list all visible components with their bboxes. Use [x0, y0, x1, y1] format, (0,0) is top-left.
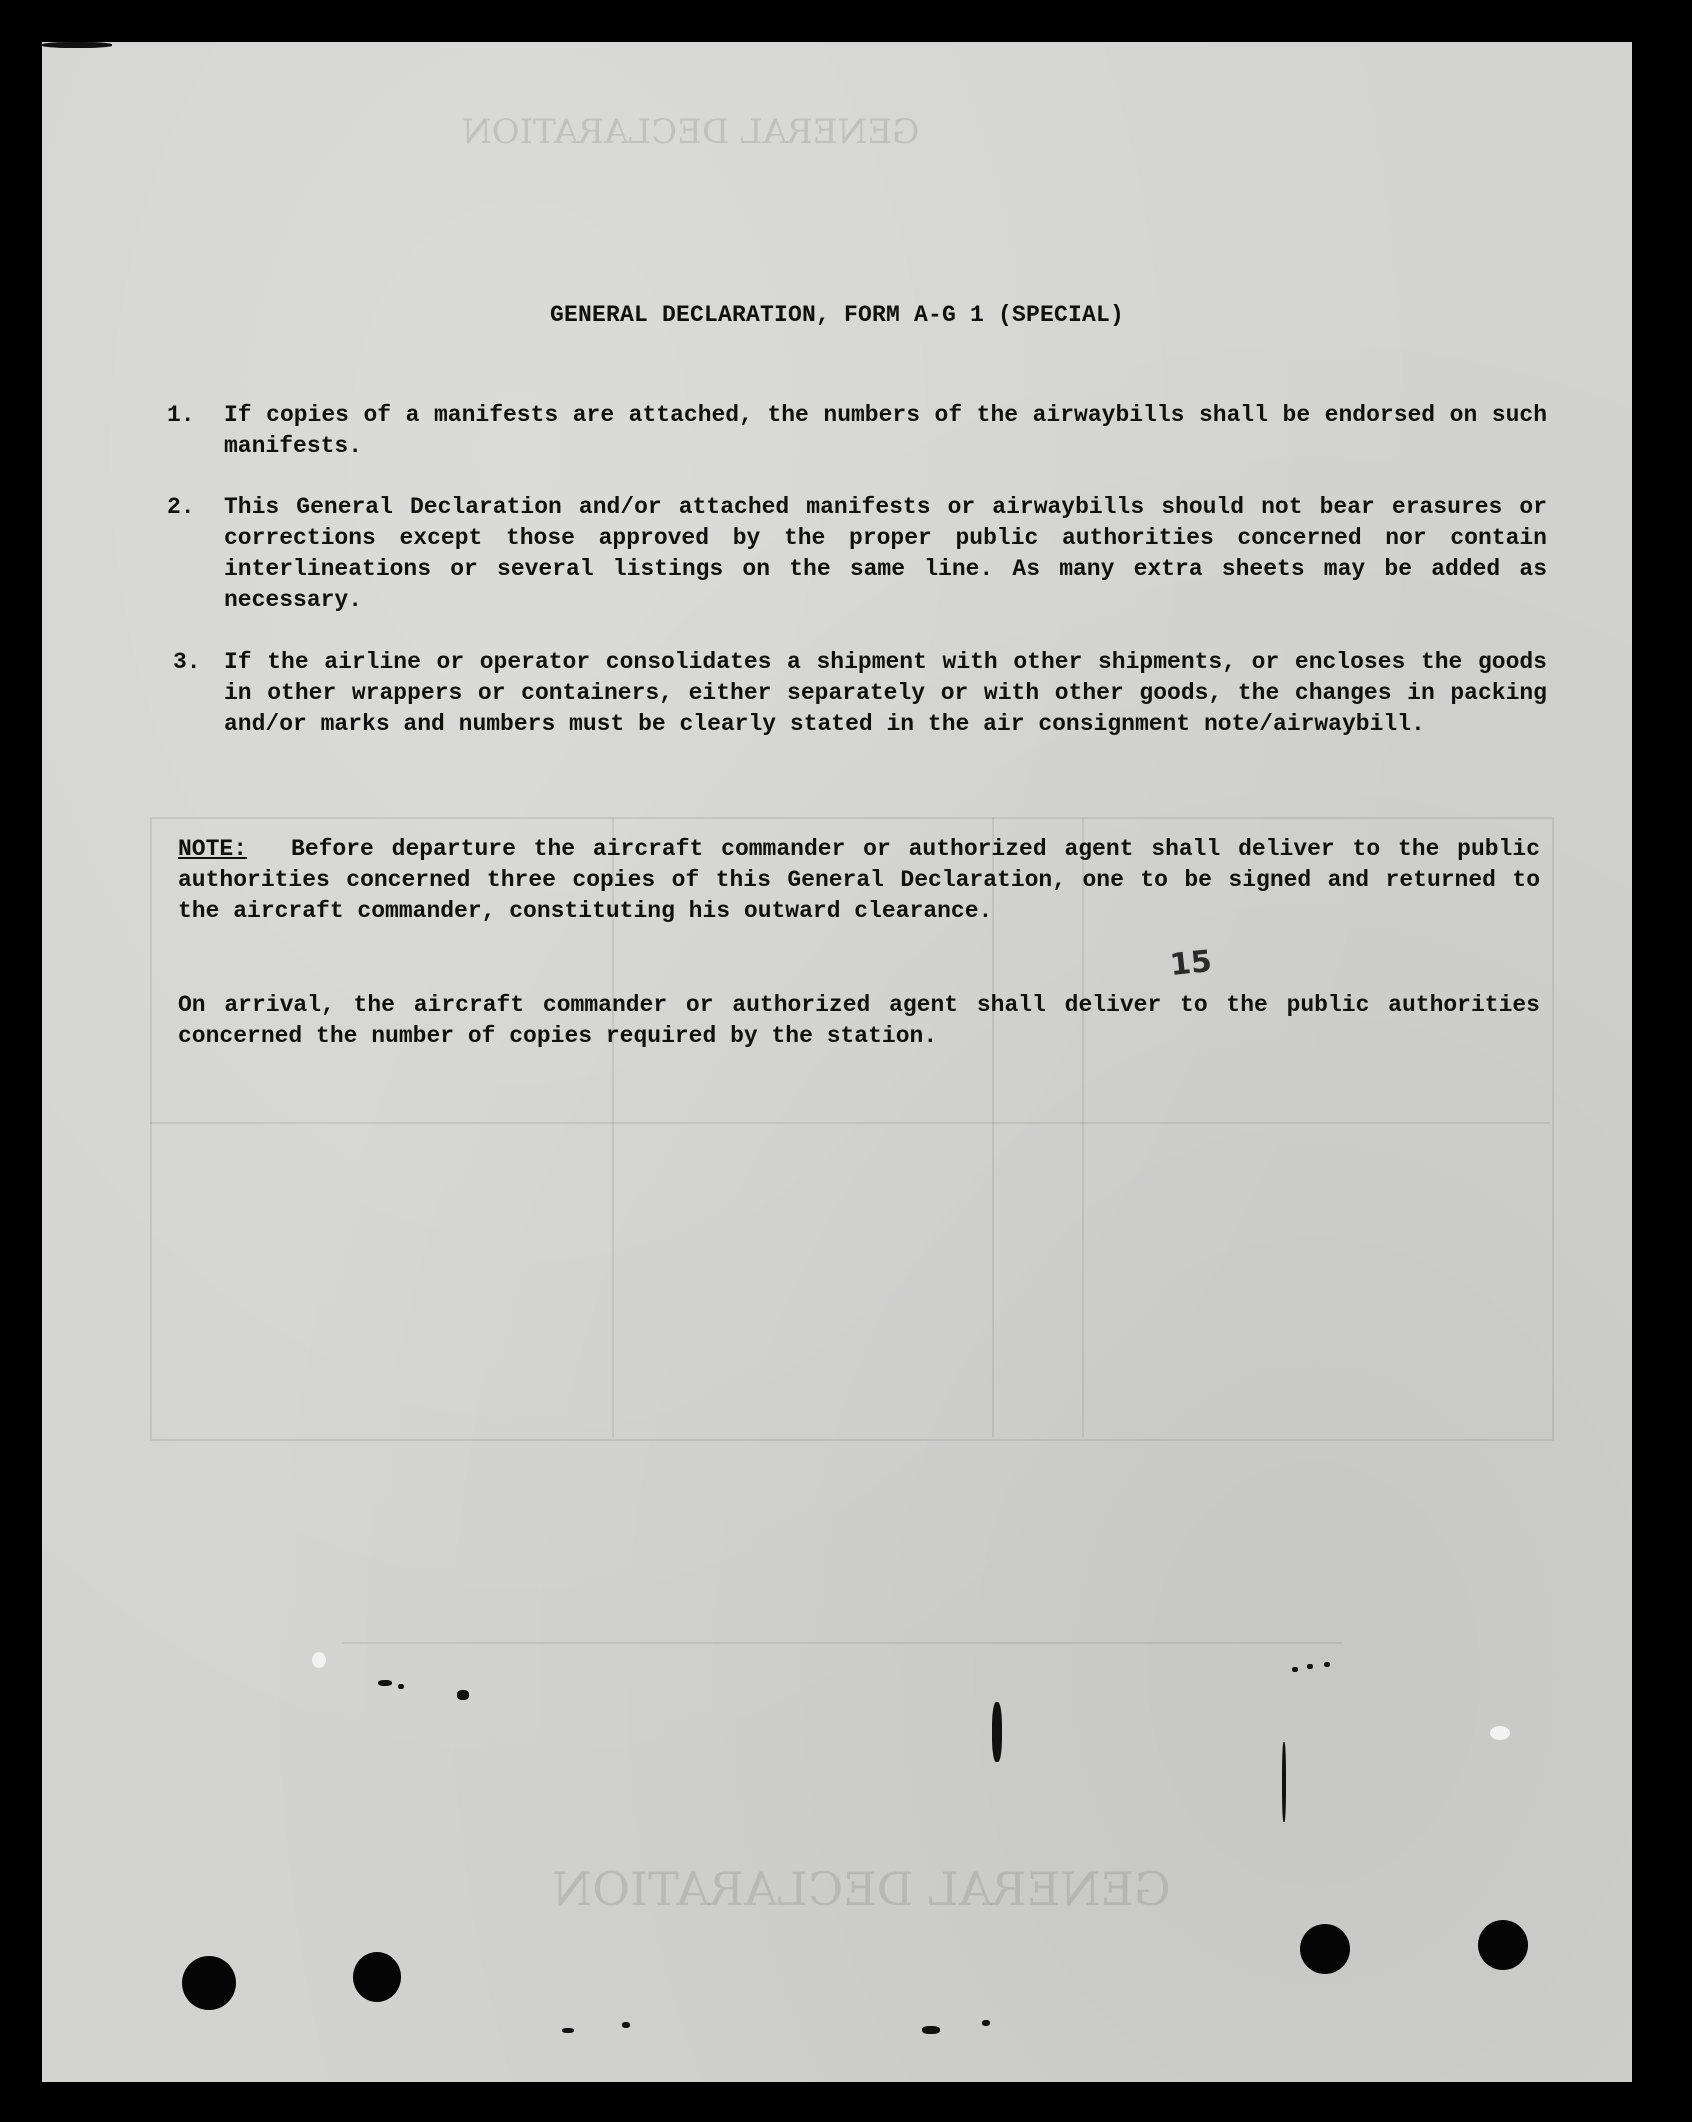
ink-speck — [562, 2028, 574, 2033]
ink-speck — [982, 2020, 990, 2026]
ink-speck — [922, 2026, 940, 2034]
paper-speck — [312, 1652, 326, 1668]
item-text: If the airline or operator consolidates a shipment with other shipments, or encloses the goods in other wrappers or containers, either separately or with other goods, the changes in packing and/or marks and numbers must be clearly stated in the air consignment note/airwaybill. — [224, 649, 1547, 737]
ink-speck — [992, 1702, 1002, 1762]
bleed-through-rule — [150, 1122, 1550, 1124]
instruction-item-3 — [167, 647, 1547, 740]
note-label: NOTE: — [178, 836, 248, 862]
punch-hole — [1300, 1924, 1350, 1974]
punch-hole — [1478, 1920, 1528, 1970]
bleed-through-heading: GENERAL DECLARATION — [462, 112, 920, 152]
punch-hole — [182, 1956, 236, 2010]
ink-speck — [378, 1680, 392, 1686]
handwritten-mark: 15 — [1168, 943, 1214, 984]
paper-speck — [1490, 1726, 1510, 1740]
instruction-item-1 — [167, 400, 1547, 462]
punch-hole — [353, 1952, 401, 2002]
bleed-through-rule — [342, 1642, 1342, 1644]
ink-speck — [1307, 1664, 1313, 1669]
bleed-through-footer: GENERAL DECLARATION — [552, 1862, 1171, 1916]
item-text: If copies of a manifests are attached, the numbers of the airwaybills shall be endorsed on such manifests. — [224, 402, 1547, 459]
item-number: 1. — [167, 402, 195, 428]
item-text: This General Declaration and/or attached manifests or airwaybills should not bear erasures or corrections except those approved by the proper public authorities concerned nor contain interlineations or several listings on the same line. As many extra sheets may be added as necessary. — [224, 494, 1547, 613]
instruction-item-2 — [167, 492, 1547, 616]
form-title: GENERAL DECLARATION, FORM A-G 1 (SPECIAL) — [549, 302, 1125, 328]
arrival-note: On arrival, the aircraft commander or authorized agent shall deliver to the public authorities concerned the number of copies required by the station. — [178, 992, 1540, 1049]
ink-speck — [1282, 1742, 1286, 1822]
item-number: 2. — [167, 494, 195, 520]
departure-note — [178, 834, 1540, 927]
document-page — [42, 42, 1632, 2082]
ink-speck — [398, 1684, 404, 1689]
item-number: 3. — [173, 649, 201, 675]
ink-speck — [1292, 1667, 1298, 1672]
note-text: Before departure the aircraft commander or authorized agent shall deliver to the public authorities concerned three copies of this General Declaration, one to be signed and returned to the aircraft commander, constituting his outward clearance. — [178, 836, 1540, 924]
ink-speck — [42, 42, 112, 48]
ink-speck — [457, 1690, 469, 1700]
ink-speck — [1324, 1662, 1330, 1667]
ink-speck — [622, 2022, 630, 2028]
